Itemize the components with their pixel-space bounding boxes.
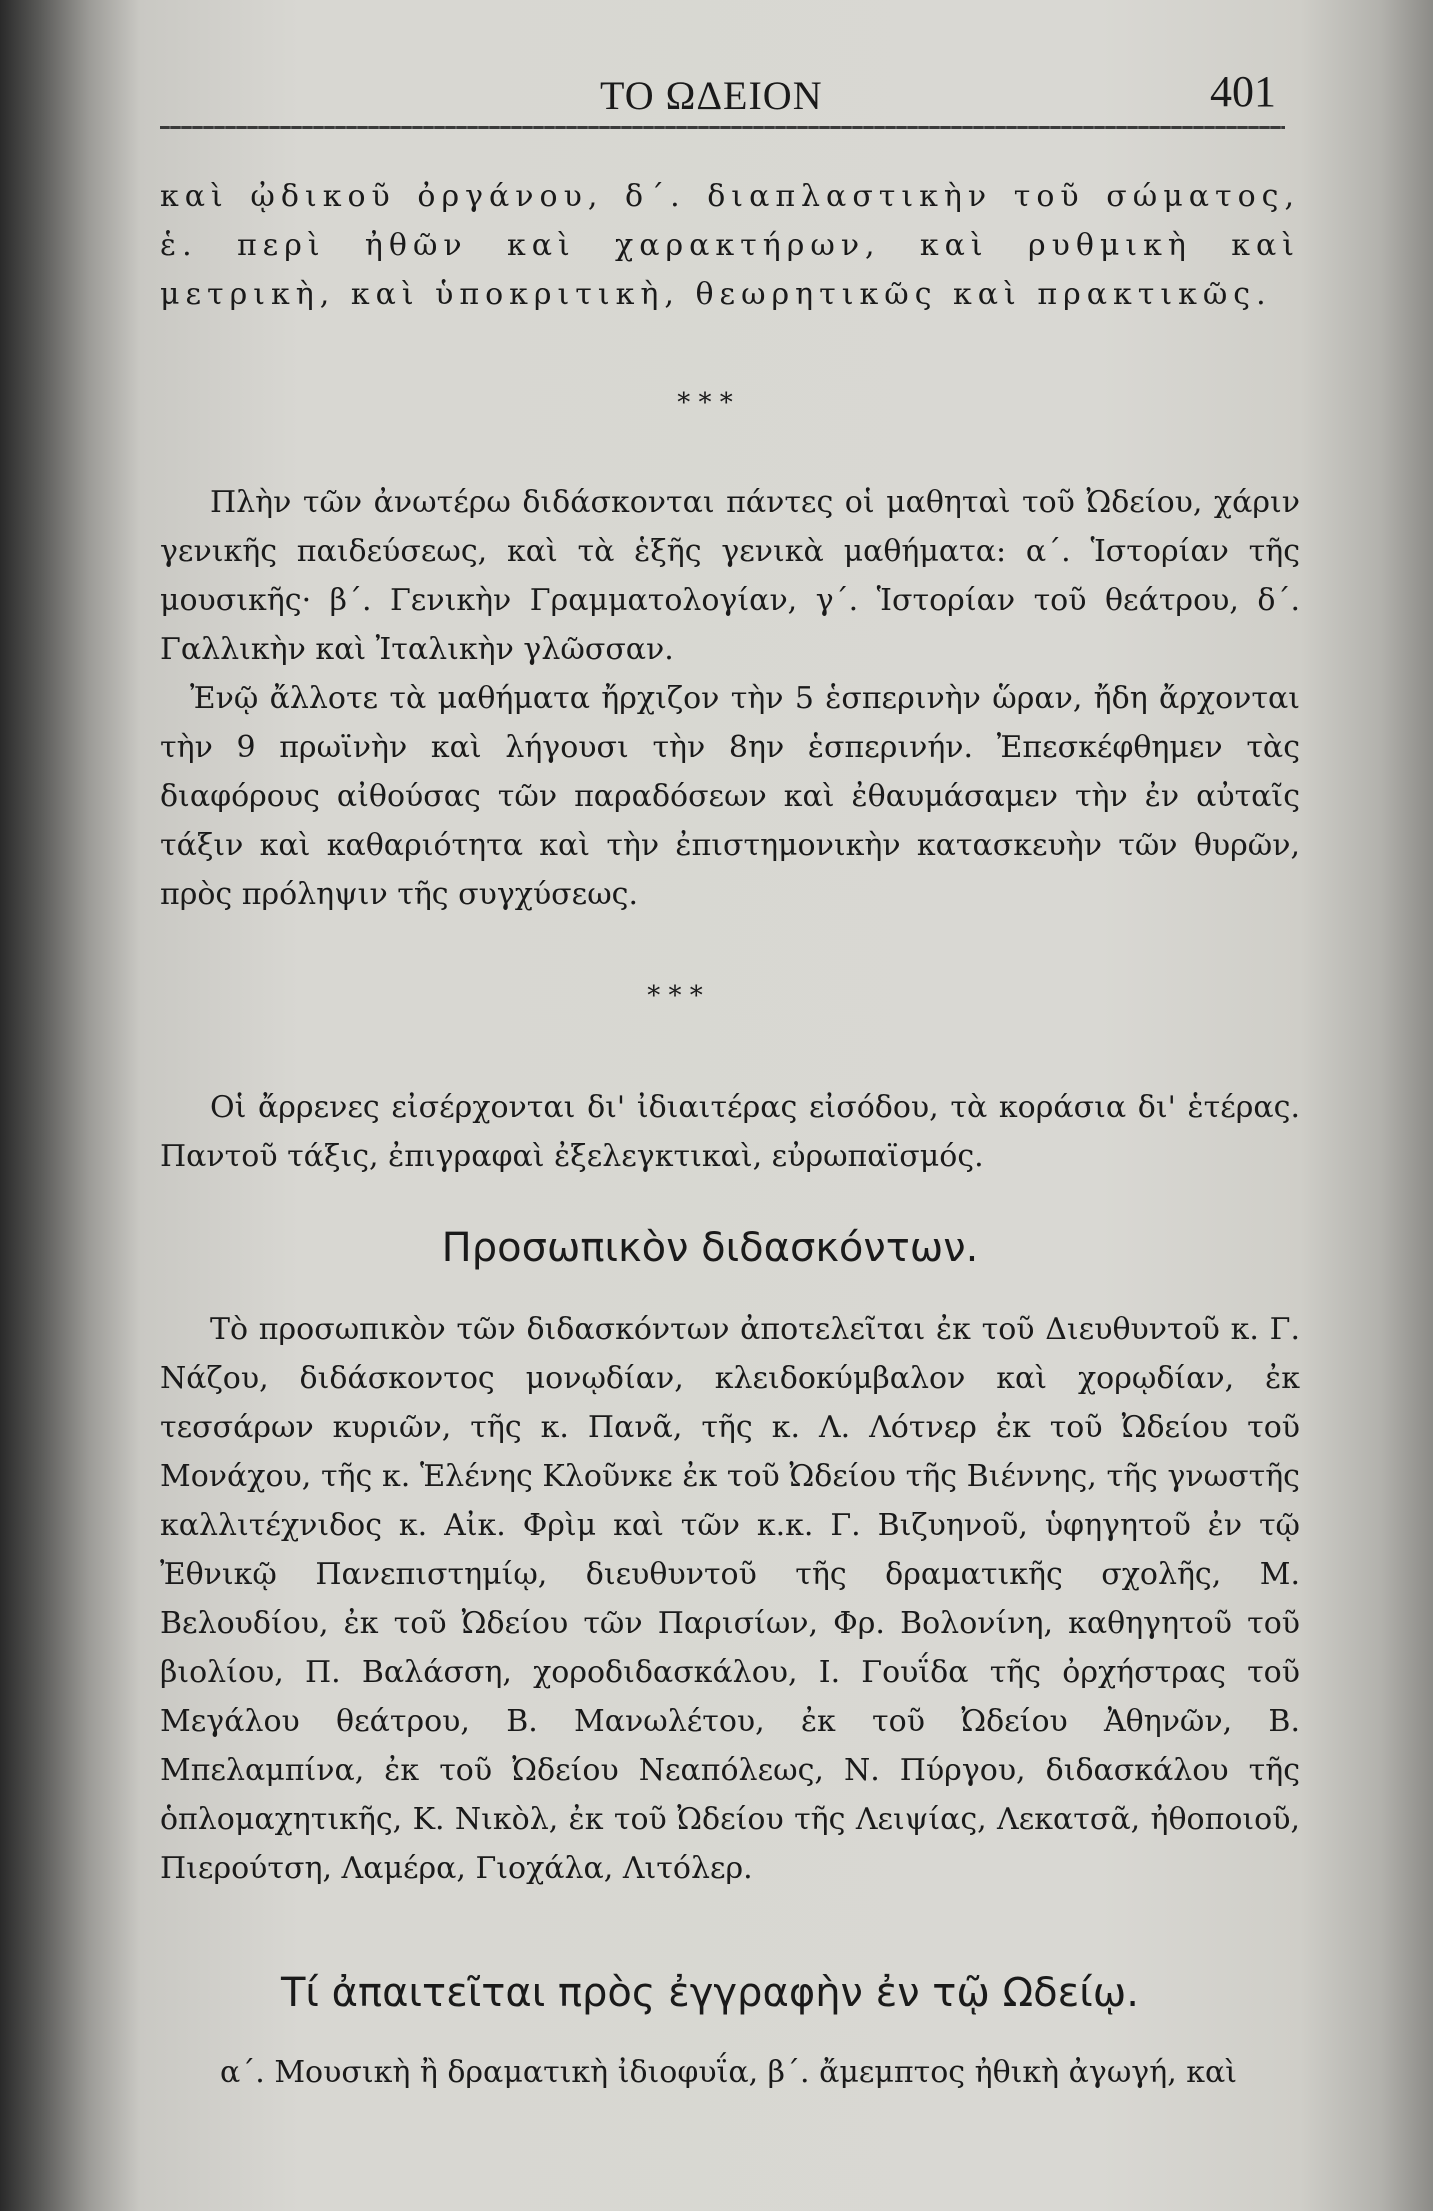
staff-paragraph: Τὸ προσωπικὸν τῶν διδασκόντων ἀποτελεῖται ἐκ τοῦ Διευθυντοῦ κ. Γ. Νάζου, διδάσκοντος μονῳδίαν, κλειδοκύμβαλον καὶ χορῳδίαν, ἐκ τεσσάρων κυριῶν, τῆς κ. Πανᾶ, τῆς κ. Λ. Λότνερ ἐκ τοῦ Ὠδείου τοῦ Μονάχου, τῆς κ. Ἑλένης Κλοῦνκε ἐκ τοῦ Ὠδείου τῆς Βιέννης, τῆς γνωστῆς καλλιτέχνιδος κ. Αἰκ. Φρὶμ καὶ τῶν κ.κ. Γ. Βιζυηνοῦ, ὑφηγητοῦ ἐν τῷ Ἐθνικῷ Πανεπιστημίῳ, διευθυντοῦ τῆς δραματικῆς σχολῆς, Μ. Βελουδίου, ἐκ τοῦ Ὠδείου τῶν Παρισίων, Φρ. Βολονίνη, καθηγητοῦ τοῦ βιολίου, Π. Βαλάσση, χοροδιδασκάλου, Ι. Γουΐδα τῆς ὀρχήστρας τοῦ Μεγάλου θεάτρου, Β. Μανωλέτου, ἐκ τοῦ Ὠδείου Ἀθηνῶν, Β. Μπελαμπίνα, ἐκ τοῦ Ὠδείου Νεαπόλεως, Ν. Πύργου, διδασκάλου τῆς ὁπλομαχητικῆς, Κ. Νικὸλ, ἐκ τοῦ Ὠδείου τῆς Λειψίας, Λεκατσᾶ, ἠθοποιοῦ, Πιερούτση, Λαμέρα, Γιοχάλα, Λιτόλερ. bbox=[160, 1312, 1300, 1886]
staff-section bbox=[160, 1305, 1300, 1893]
header-rule bbox=[160, 126, 1285, 129]
page-number: 401 bbox=[1210, 67, 1276, 116]
requirements-heading: Τί ἀπαιτεῖται πρὸς ἐγγραφὴν ἐν τῷ Ωδείῳ. bbox=[280, 1970, 1139, 2016]
intro-block bbox=[160, 172, 1300, 319]
separator-stars: * * * bbox=[647, 981, 703, 1011]
staff-heading: Προσωπικὸν διδασκόντων. bbox=[441, 1225, 979, 1271]
entrances-section bbox=[160, 1083, 1300, 1181]
intro-paragraph: καὶ ᾠδικοῦ ὀργάνου, δ΄. διαπλαστικὴν τοῦ σώματος, ἑ. περὶ ἠθῶν καὶ χαρακτήρων, καὶ ρυθμικὴ καὶ μετρικὴ, καὶ ὑποκριτικὴ, θεωρητικῶς καὶ πρακτικῶς. bbox=[160, 179, 1300, 312]
section-separator bbox=[675, 388, 735, 442]
requirements-paragraph: α΄. Μουσικὴ ἢ δραματικὴ ἰδιοφυΐα, β΄. ἄμεμπτος ἠθικὴ ἀγωγή, καὶ bbox=[220, 2055, 1238, 2090]
section-separator-2 bbox=[645, 981, 705, 1035]
book-page bbox=[120, 0, 1433, 2211]
general-lessons-section bbox=[160, 478, 1300, 919]
general-lessons-paragraph: Πλὴν τῶν ἀνωτέρω διδάσκονται πάντες οἱ μαθηταὶ τοῦ Ὠδείου, χάριν γενικῆς παιδεύσεως, καὶ τὰ ἑξῆς γενικὰ μαθήματα: α΄. Ἱστορίαν τῆς μουσικῆς· β΄. Γενικὴν Γραμματολογίαν, γ΄. Ἱστορίαν τοῦ θεάτρου, δ΄. Γαλλικὴν καὶ Ἰταλικὴν γλῶσσαν. bbox=[160, 485, 1300, 667]
requirements-section bbox=[160, 2048, 1300, 2097]
schedule-paragraph: Ἐνῷ ἄλλοτε τὰ μαθήματα ἤρχιζον τὴν 5 ἑσπερινὴν ὥραν, ἤδη ἄρχονται τὴν 9 πρωϊνὴν καὶ λήγουσι τὴν 8ην ἑσπερινήν. Ἐπεσκέφθημεν τὰς διαφόρους αἰθούσας τῶν παραδόσεων καὶ ἐθαυμάσαμεν τὴν ἐν αὐταῖς τάξιν καὶ καθαριότητα καὶ τὴν ἐπιστημονικὴν κατασκευὴν τῶν θυρῶν, πρὸς πρόληψιν τῆς συγχύσεως. bbox=[160, 681, 1300, 912]
entrances-paragraph: Οἱ ἄρρενες εἰσέρχονται δι' ἰδιαιτέρας εἰσόδου, τὰ κοράσια δι' ἑτέρας. Παντοῦ τάξις, ἐπιγραφαὶ ἐξελεγκτικαὶ, εὐρωπαϊσμός. bbox=[160, 1090, 1300, 1174]
running-title: ΤΟ ΩΔΕΙΟΝ bbox=[600, 73, 823, 118]
separator-stars: * * * bbox=[677, 388, 733, 418]
running-head bbox=[120, 62, 1280, 122]
